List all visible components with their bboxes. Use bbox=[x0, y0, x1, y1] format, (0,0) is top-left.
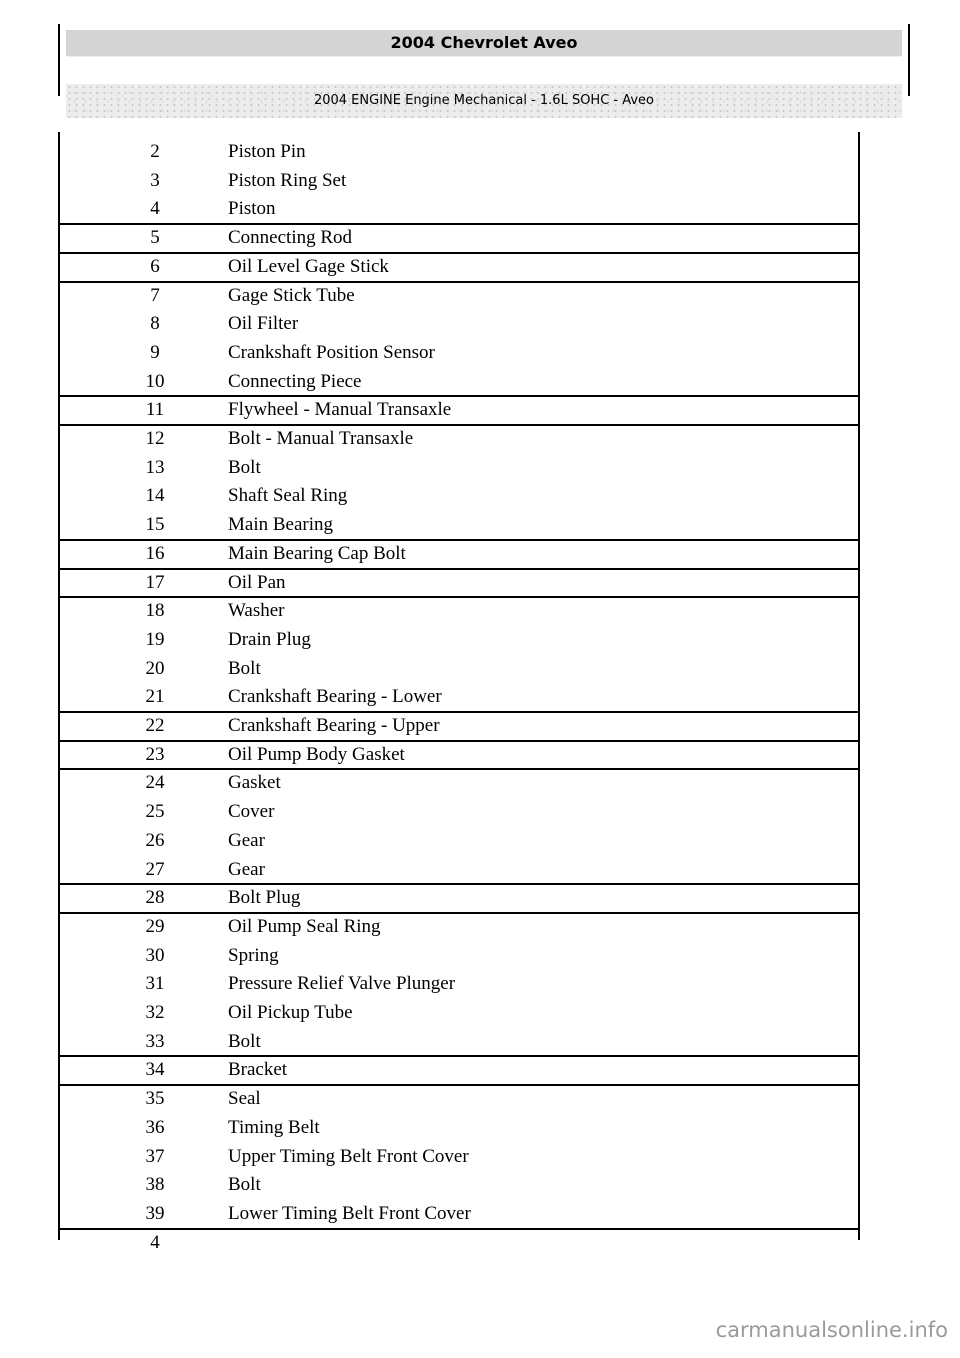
part-description: Bolt bbox=[228, 1030, 261, 1052]
part-description: Crankshaft Position Sensor bbox=[228, 341, 435, 363]
part-number: 31 bbox=[145, 973, 165, 995]
part-description: Seal bbox=[228, 1088, 261, 1110]
table-row bbox=[60, 741, 858, 770]
part-description: Crankshaft Bearing - Upper bbox=[228, 715, 440, 736]
part-description: Connecting Rod bbox=[228, 227, 353, 249]
table-row bbox=[60, 798, 858, 827]
part-number: 27 bbox=[145, 858, 165, 880]
part-description: Oil Pump Body Gasket bbox=[228, 743, 405, 765]
part-number: 39 bbox=[145, 1202, 165, 1224]
part-number: 10 bbox=[145, 370, 165, 392]
part-number: 12 bbox=[145, 428, 165, 449]
table-row bbox=[60, 1143, 858, 1172]
part-number: 8 bbox=[150, 313, 160, 335]
table-row bbox=[60, 769, 858, 798]
part-description: Main Bearing Cap Bolt bbox=[228, 542, 406, 564]
part-description: Bracket bbox=[228, 1059, 288, 1081]
part-description: Connecting Piece bbox=[228, 370, 362, 392]
table-row bbox=[60, 1056, 858, 1085]
table-row bbox=[60, 712, 858, 741]
part-number: 36 bbox=[145, 1116, 165, 1138]
part-number: 34 bbox=[145, 1059, 165, 1081]
document-title: 2004 Chevrolet Aveo bbox=[66, 30, 902, 57]
part-number: 35 bbox=[145, 1088, 165, 1110]
part-description: Oil Pickup Tube bbox=[228, 1002, 353, 1023]
part-description: Upper Timing Belt Front Cover bbox=[228, 1145, 469, 1167]
part-description: Shaft Seal Ring bbox=[228, 485, 348, 507]
part-number: 21 bbox=[145, 686, 165, 708]
part-description: Oil Filter bbox=[228, 313, 299, 335]
part-number: 25 bbox=[145, 801, 165, 823]
part-number: 13 bbox=[145, 456, 165, 478]
part-number: 17 bbox=[145, 571, 165, 593]
part-number: 18 bbox=[145, 600, 165, 622]
table-row bbox=[60, 683, 858, 712]
table-row bbox=[60, 339, 858, 368]
table-row bbox=[60, 1171, 858, 1200]
part-description: Flywheel - Manual Transaxle bbox=[228, 399, 452, 421]
part-number: 33 bbox=[145, 1030, 165, 1052]
part-description: Gasket bbox=[228, 772, 281, 794]
table-row bbox=[60, 1229, 858, 1258]
part-description: Bolt bbox=[228, 657, 261, 679]
part-number: 3 bbox=[150, 169, 160, 191]
table-row bbox=[60, 396, 858, 425]
part-number: 19 bbox=[145, 628, 165, 650]
part-number: 2 bbox=[150, 141, 160, 162]
part-description: Piston Ring Set bbox=[228, 169, 347, 191]
part-description: Main Bearing bbox=[228, 514, 334, 536]
table-row bbox=[60, 1114, 858, 1143]
table-row bbox=[60, 856, 858, 885]
part-number: 32 bbox=[145, 1002, 165, 1023]
part-number: 16 bbox=[145, 542, 165, 564]
part-number: 5 bbox=[150, 227, 160, 249]
part-description: Bolt bbox=[228, 456, 261, 478]
table-row bbox=[60, 884, 858, 913]
table-row bbox=[60, 368, 858, 397]
part-description: Washer bbox=[228, 600, 285, 622]
table-row bbox=[60, 482, 858, 511]
part-number: 23 bbox=[145, 743, 165, 765]
part-number: 20 bbox=[145, 657, 165, 679]
table-row bbox=[60, 195, 858, 224]
part-number: 29 bbox=[145, 915, 165, 937]
part-number: 4 bbox=[150, 1231, 160, 1253]
part-description: Bolt - Manual Transaxle bbox=[228, 428, 414, 449]
table-row bbox=[60, 282, 858, 311]
part-number: 37 bbox=[145, 1145, 165, 1167]
part-description: Pressure Relief Valve Plunger bbox=[228, 973, 456, 995]
part-number: 7 bbox=[150, 284, 160, 306]
parts-table bbox=[58, 132, 860, 1253]
table-row bbox=[60, 597, 858, 626]
part-description: Piston bbox=[228, 198, 276, 220]
part-description: Drain Plug bbox=[228, 628, 311, 650]
table-row bbox=[60, 970, 858, 999]
table-row bbox=[60, 999, 858, 1028]
part-number: 15 bbox=[145, 514, 165, 536]
part-description: Lower Timing Belt Front Cover bbox=[228, 1202, 471, 1224]
table-row bbox=[60, 655, 858, 684]
part-number: 30 bbox=[145, 944, 165, 966]
part-number: 28 bbox=[145, 887, 165, 909]
part-number: 9 bbox=[150, 341, 160, 363]
part-number: 14 bbox=[145, 485, 165, 507]
part-number: 22 bbox=[145, 715, 165, 736]
footer-watermark: carmanualsonline.info bbox=[715, 1318, 948, 1342]
table-row bbox=[60, 454, 858, 483]
table-row bbox=[60, 1200, 858, 1229]
table-row bbox=[60, 540, 858, 569]
part-description: Oil Level Gage Stick bbox=[228, 255, 389, 277]
part-number: 38 bbox=[145, 1174, 165, 1196]
table-row bbox=[60, 942, 858, 971]
part-number: 4 bbox=[150, 198, 160, 220]
part-number: 24 bbox=[145, 772, 165, 794]
part-description: Bolt Plug bbox=[228, 887, 301, 909]
part-description: Oil Pan bbox=[228, 571, 286, 593]
part-description: Oil Pump Seal Ring bbox=[228, 915, 381, 937]
part-description: Piston Pin bbox=[228, 141, 306, 162]
part-description: Timing Belt bbox=[228, 1116, 320, 1138]
part-description: Cover bbox=[228, 801, 275, 823]
document-subtitle-bar bbox=[60, 84, 908, 118]
table-row bbox=[60, 913, 858, 942]
table-row bbox=[60, 167, 858, 196]
part-number: 26 bbox=[145, 829, 165, 851]
part-description: Crankshaft Bearing - Lower bbox=[228, 686, 442, 708]
part-description: Spring bbox=[228, 944, 279, 966]
table-row bbox=[60, 1028, 858, 1057]
part-number: 11 bbox=[145, 399, 165, 421]
table-row bbox=[60, 253, 858, 282]
table-row bbox=[60, 569, 858, 598]
table-row bbox=[60, 511, 858, 540]
part-description: Gear bbox=[228, 829, 265, 851]
part-description: Gage Stick Tube bbox=[228, 284, 355, 306]
table-row bbox=[60, 626, 858, 655]
table-row bbox=[60, 827, 858, 856]
part-description: Gear bbox=[228, 858, 265, 880]
page-header bbox=[58, 24, 910, 108]
part-number: 6 bbox=[150, 255, 160, 277]
table-row bbox=[60, 224, 858, 253]
table-row bbox=[60, 310, 858, 339]
part-description: Bolt bbox=[228, 1174, 261, 1196]
table-row bbox=[60, 138, 858, 167]
table-row bbox=[60, 425, 858, 454]
document-subtitle: 2004 ENGINE Engine Mechanical - 1.6L SOHC - Aveo bbox=[66, 84, 902, 118]
table-row bbox=[60, 1085, 858, 1114]
